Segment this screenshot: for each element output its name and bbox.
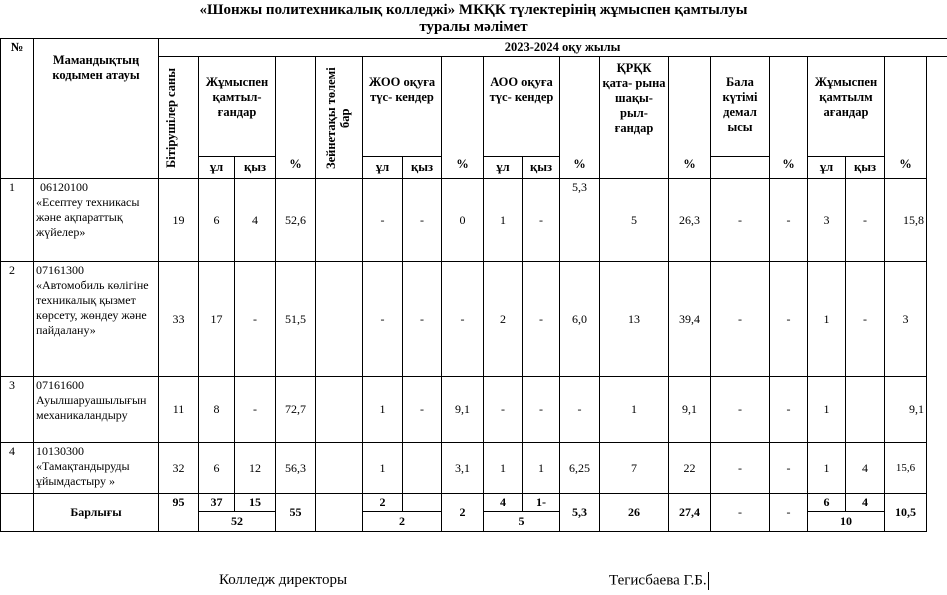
row-emp-male: 6 [199, 443, 235, 494]
row-graduates: 19 [159, 179, 199, 262]
total-row-top [1, 494, 947, 512]
row-uni-female [403, 443, 442, 494]
header-employed-male: ұл [199, 157, 235, 179]
total-emp-sum: 52 [199, 512, 276, 532]
row-army-pct: 26,3 [669, 179, 711, 262]
row-uni-female: - [403, 377, 442, 443]
header-no: № [1, 39, 34, 179]
row-emp-pct: 56,3 [276, 443, 316, 494]
row-uni-female: - [403, 262, 442, 377]
row-col-female: 1 [523, 443, 560, 494]
row-name: «Автомобиль көлігіне техникалық қызмет көрсету, жөндеу және пайдалану» [36, 278, 149, 337]
row-child-pct: - [770, 179, 808, 262]
header-pension: Зейнетақы төлемі бар [324, 66, 352, 169]
total-graduates-blank [159, 512, 199, 532]
row-army-pct: 9,1 [669, 377, 711, 443]
row-pension [316, 262, 363, 377]
row-unemp-pct: 15,8 [885, 179, 927, 262]
header-unemployed-male: ұл [808, 157, 846, 179]
row-col-female: - [523, 179, 560, 262]
row-no: 2 [1, 262, 34, 377]
row-col-male: 1 [484, 179, 523, 262]
row-col-female: - [523, 377, 560, 443]
row-pension [316, 179, 363, 262]
row-unemp-pct: 3 [885, 262, 927, 377]
row-specialty [34, 262, 159, 377]
table-row [1, 443, 947, 494]
total-child: - [711, 494, 770, 532]
header-unemployed: Жұмыспен қамтылм ағандар [808, 57, 885, 157]
row-uni-pct: - [442, 262, 484, 377]
row-child: - [711, 179, 770, 262]
total-col-female: 1- [523, 494, 560, 512]
total-army: 26 [600, 494, 669, 532]
row-name: «Есептеу техникасы және ақпараттық жүйелер» [36, 195, 140, 239]
row-army: 13 [600, 262, 669, 377]
signature-position: Колледж директоры [219, 572, 348, 588]
header-graduates: Бітірушілер саны [163, 67, 178, 168]
header-army-pct: % [669, 57, 711, 179]
header-employed-female: қыз [235, 157, 276, 179]
row-emp-female: - [235, 262, 276, 377]
row-uni-pct: 0 [442, 179, 484, 262]
row-emp-female: - [235, 377, 276, 443]
text-cursor [708, 572, 709, 590]
row-specialty [34, 179, 159, 262]
header-unemployed-female: қыз [846, 157, 885, 179]
total-pension-blank [316, 494, 363, 532]
row-army-pct: 22 [669, 443, 711, 494]
total-unemp-sum: 10 [808, 512, 885, 532]
row-child: - [711, 377, 770, 443]
row-child-pct: - [770, 377, 808, 443]
row-emp-female: 4 [235, 179, 276, 262]
header-employed: Жұмыспен қамтыл- ғандар [199, 57, 276, 157]
header-university-pct: % [442, 57, 484, 179]
row-specialty [34, 443, 159, 494]
header-employed-pct: % [276, 57, 316, 179]
total-emp-pct: 55 [276, 494, 316, 532]
row-col-pct: 6,25 [560, 443, 600, 494]
total-unemp-pct: 10,5 [885, 494, 927, 532]
row-unemp-pct: 15,6 [885, 443, 927, 494]
total-uni-sum: 2 [363, 512, 442, 532]
row-child-pct: - [770, 443, 808, 494]
row-name: «Тамақтандыруды ұйымдастыру » [36, 459, 130, 488]
row-uni-male: 1 [363, 443, 403, 494]
row-name: Ауылшаруашылығын механикаландыру [36, 393, 147, 422]
row-child-pct: - [770, 262, 808, 377]
row-col-pct: 5,3 [560, 179, 600, 262]
total-uni-female-blank [403, 494, 442, 512]
header-pension-cell [316, 57, 363, 179]
total-army-pct: 27,4 [669, 494, 711, 532]
signature-block [609, 572, 709, 590]
row-emp-male: 8 [199, 377, 235, 443]
row-army: 5 [600, 179, 669, 262]
row-army: 1 [600, 377, 669, 443]
signature-name: Тегисбаева Г.Б. [609, 572, 707, 589]
document-title [0, 2, 947, 36]
row-graduates: 33 [159, 262, 199, 377]
total-unemp-male: 6 [808, 494, 846, 512]
total-emp-male: 37 [199, 494, 235, 512]
employment-table [0, 38, 947, 532]
row-code: 07161300 [36, 263, 84, 277]
title-line-1: «Шонжы политехникалық колледжі» МКҚК түлектерінің жұмыспен қамтылуы [199, 2, 748, 18]
row-code: 07161600 [36, 378, 84, 392]
header-childcare-pct: % [770, 57, 808, 179]
title-line-2: туралы мәлімет [419, 19, 528, 35]
row-graduates: 32 [159, 443, 199, 494]
row-child: - [711, 262, 770, 377]
row-emp-male: 17 [199, 262, 235, 377]
row-code: 10130300 [36, 444, 84, 458]
row-no: 4 [1, 443, 34, 494]
row-uni-pct: 3,1 [442, 443, 484, 494]
total-col-male: 4 [484, 494, 523, 512]
row-unemp-female [846, 377, 885, 443]
row-child: - [711, 443, 770, 494]
row-graduates: 11 [159, 377, 199, 443]
header-year: 2023-2024 оқу жылы [159, 39, 947, 57]
header-childcare-blank [711, 157, 770, 179]
header-university-male: ұл [363, 157, 403, 179]
row-unemp-male: 1 [808, 443, 846, 494]
row-unemp-female: - [846, 179, 885, 262]
row-emp-pct: 51,5 [276, 262, 316, 377]
total-child-pct: - [770, 494, 808, 532]
total-col-pct: 5,3 [560, 494, 600, 532]
row-col-male: - [484, 377, 523, 443]
row-unemp-female: 4 [846, 443, 885, 494]
total-emp-female: 15 [235, 494, 276, 512]
row-emp-female: 12 [235, 443, 276, 494]
row-uni-male: - [363, 262, 403, 377]
row-unemp-pct: 9,1 [885, 377, 927, 443]
row-army: 7 [600, 443, 669, 494]
table-row [1, 377, 947, 443]
row-uni-female: - [403, 179, 442, 262]
row-uni-male: - [363, 179, 403, 262]
total-unemp-female: 4 [846, 494, 885, 512]
header-college-female: қыз [523, 157, 560, 179]
total-graduates: 95 [159, 494, 199, 512]
header-university-female: қыз [403, 157, 442, 179]
total-col-sum: 5 [484, 512, 560, 532]
row-specialty [34, 377, 159, 443]
total-uni-male: 2 [363, 494, 403, 512]
header-college-pct: % [560, 57, 600, 179]
row-col-pct: 6,0 [560, 262, 600, 377]
total-uni-pct: 2 [442, 494, 484, 532]
row-uni-male: 1 [363, 377, 403, 443]
header-graduates-cell [159, 57, 199, 179]
row-emp-pct: 52,6 [276, 179, 316, 262]
row-unemp-female: - [846, 262, 885, 377]
header-university: ЖОО оқуға түс- кендер [363, 57, 442, 157]
row-no: 1 [1, 179, 34, 262]
row-pension [316, 443, 363, 494]
row-col-female: - [523, 262, 560, 377]
row-no: 3 [1, 377, 34, 443]
header-unemployed-pct: % [885, 57, 927, 179]
row-army-pct: 39,4 [669, 262, 711, 377]
header-childcare: Бала күтімі демал ысы [711, 57, 770, 157]
row-unemp-male: 3 [808, 179, 846, 262]
header-specialty: Мамандықтың кодымен атауы [34, 39, 159, 179]
header-college: АОО оқуға түс- кендер [484, 57, 560, 157]
row-unemp-male: 1 [808, 262, 846, 377]
row-col-male: 1 [484, 443, 523, 494]
row-unemp-male: 1 [808, 377, 846, 443]
row-col-male: 2 [484, 262, 523, 377]
row-uni-pct: 9,1 [442, 377, 484, 443]
row-col-pct: - [560, 377, 600, 443]
row-emp-pct: 72,7 [276, 377, 316, 443]
row-code: 06120100 [40, 180, 88, 194]
row-pension [316, 377, 363, 443]
table-row [1, 179, 947, 262]
total-no-blank [1, 494, 34, 532]
header-army: ҚРҚК қата- рына шақы- рыл- ғандар [600, 57, 669, 179]
row-emp-male: 6 [199, 179, 235, 262]
header-college-male: ұл [484, 157, 523, 179]
total-label: Барлығы [34, 494, 159, 532]
table-row [1, 262, 947, 377]
